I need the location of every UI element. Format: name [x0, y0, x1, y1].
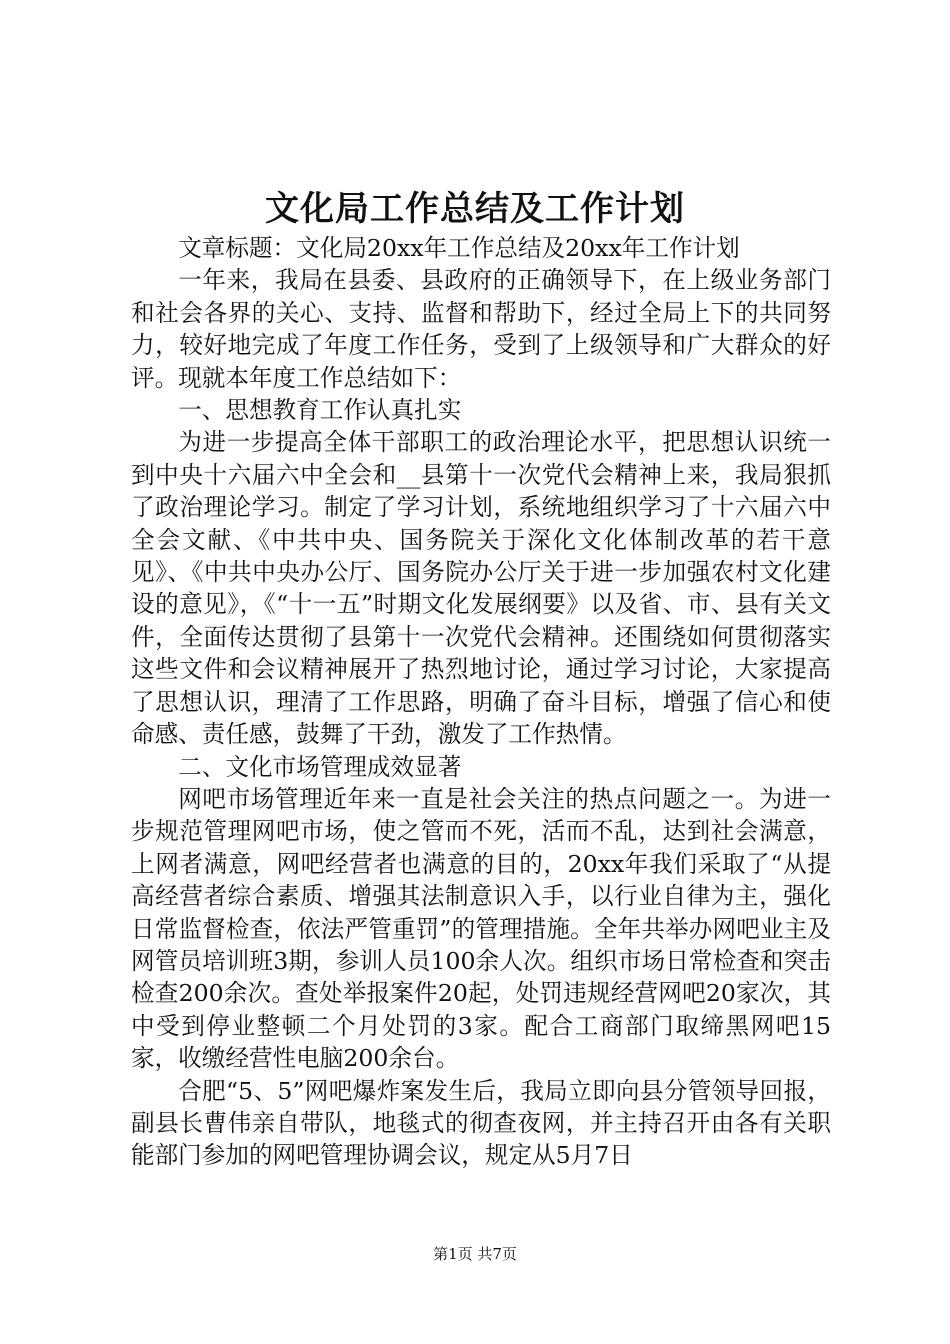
section-heading-2: 二、文化市场管理成效显著	[178, 752, 462, 781]
intro-paragraph: 一年来，我局在县委、县政府的正确领导下，在上级业务部门和社会各界的关心、支持、监督和帮助下，经过全局上下的共同努力，较好地完成了年度工作任务，受到了上级领导和广大群众的好评。现就本年度工作总结如下：	[131, 266, 831, 392]
section-2-paragraph-1: 网吧市场管理近年来一直是社会关注的热点问题之一。为进一步规范管理网吧市场，使之管而不死，活而不乱，达到社会满意，上网者满意，网吧经营者也满意的目的，20xx年我们采取了“从提高经营者综合素质、增强其法制意识入手，以行业自律为主，强化日常监督检查，依法严管重罚”的管理措施。全年共举办网吧业主及网管员培训班3期，参训人员100余人次。组织市场日常检查和突击检查200余次。查处举报案件20起，处罚违规经营网吧20家次，其中受到停业整顿二个月处罚的3家。配合工商部门取缔黑网吧15家，收缴经营性电脑200余台。	[131, 784, 831, 1073]
document-title: 文化局工作总结及工作计划	[265, 189, 685, 229]
section-2-paragraph-2: 合肥“5、5”网吧爆炸案发生后，我局立即向县分管领导回报，副县长曹伟亲自带队，地毯式的彻查夜网，并主持召开由各有关职能部门参加的网吧管理协调会议，规定从5月7日	[131, 1076, 831, 1170]
article-title-line: 文章标题：文化局20xx年工作总结及20xx年工作计划	[178, 234, 740, 262]
document-body	[131, 232, 831, 1172]
section-1-paragraph: 为进一步提高全体干部职工的政治理论水平，把思想认识统一到中央十六届六中全会和__县第十一次党代会精神上来，我局狠抓了政治理论学习。制定了学习计划，系统地组织学习了十六届六中全会文献、《中共中央、国务院关于深化文化体制改革的若干意见》、《中共中央办公厅、国务院办公厅关于进一步加强农村文化建设的意见》，《“十一五”时期文化发展纲要》以及省、市、县有关文件，全面传达贯彻了县第十一次党代会精神。还围绕如何贯彻落实这些文件和会议精神展开了热烈地讨论，通过学习讨论，大家提高了思想认识，理清了工作思路，明确了奋斗目标，增强了信心和使命感、责任感，鼓舞了干劲，激发了工作热情。	[131, 428, 831, 749]
section-heading-1: 一、思想教育工作认真扎实	[178, 396, 462, 425]
page-footer: 第1页 共7页	[433, 1245, 517, 1263]
